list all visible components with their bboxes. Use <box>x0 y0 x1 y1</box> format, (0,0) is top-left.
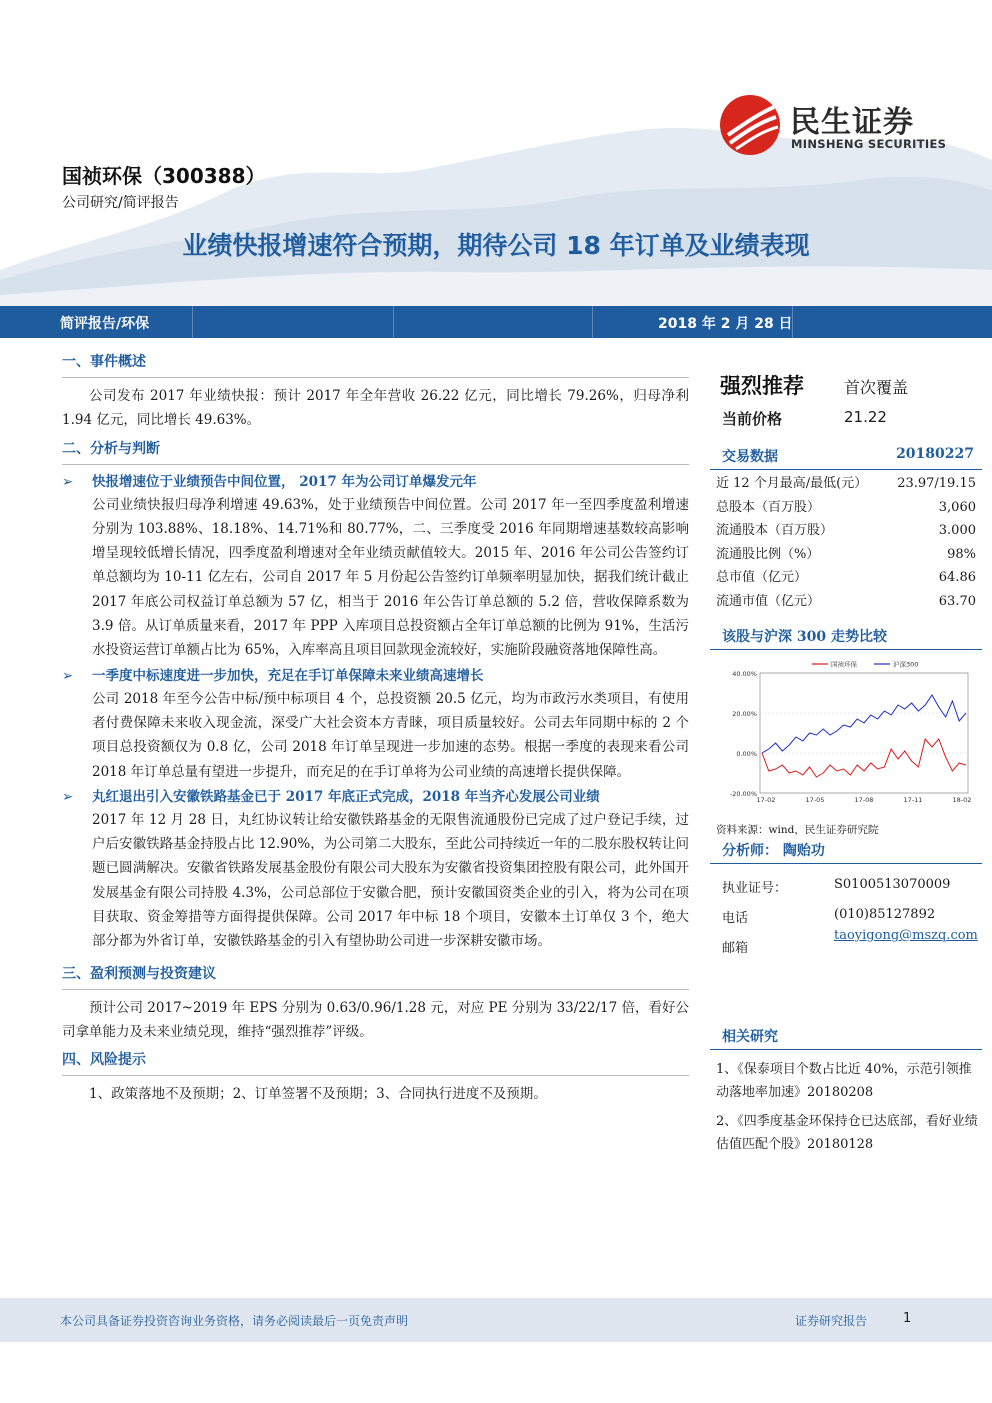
coverage: 首次覆盖 <box>844 378 909 397</box>
main-content <box>62 350 689 1111</box>
x-tick-label: 17-02 <box>756 796 776 804</box>
plot-frame <box>760 673 968 793</box>
bullet-title: 丸红退出引入安徽铁路基金已于 2017 年底正式完成，2018 年当齐心发展公司业绩 <box>92 788 600 805</box>
report-banner <box>0 306 992 338</box>
row-value: 3,060 <box>938 499 976 515</box>
bullet-heading <box>62 786 689 808</box>
bullet-heading <box>62 665 689 687</box>
section-title: 一、事件概述 <box>62 350 689 378</box>
series-line <box>762 739 966 777</box>
company-logo <box>718 93 958 157</box>
related-title: 相关研究 <box>722 1029 778 1045</box>
page-footer <box>0 1298 992 1342</box>
section-text: 1、政策落地不及预期；2、订单签署不及预期；3、合同执行进度不及预期。 <box>89 1086 547 1103</box>
footer-report-type: 证券研究报告 <box>795 1314 868 1328</box>
cert-value: S0100513070009 <box>834 877 951 892</box>
series-line <box>762 695 966 753</box>
price-label: 当前价格 <box>722 410 783 428</box>
related-item[interactable]: 1、《保泰项目个数占比近 40%，示范引领推动落地率加速》20180208 <box>716 1062 972 1100</box>
row-label: 近 12 个月最高/最低(元） <box>716 476 868 491</box>
table-row <box>716 566 980 590</box>
banner-report-type: 简评报告/环保 <box>60 316 150 332</box>
row-label: 流通市值（亿元） <box>716 593 821 609</box>
report-category: 公司研究/简评报告 <box>62 195 179 211</box>
chart-header <box>710 626 982 650</box>
legend-label: 国祯环保 <box>831 660 857 669</box>
stock-comparison-chart <box>716 655 978 810</box>
chart-svg <box>716 655 978 810</box>
banner-divider <box>592 306 593 338</box>
email-label: 邮箱 <box>722 941 749 956</box>
legend-label: 沪深300 <box>893 660 919 669</box>
page-number: 1 <box>903 1311 912 1326</box>
row-value: 64.86 <box>938 570 976 585</box>
trading-data-header <box>710 446 982 470</box>
section-title: 三、盈利预测与投资建议 <box>62 962 689 990</box>
section-title: 二、分析与判断 <box>62 437 689 465</box>
rating: 强烈推荐 <box>720 374 804 398</box>
email-link[interactable]: taoyigong@mszq.com <box>834 928 978 943</box>
x-tick-label: 17-05 <box>805 796 825 804</box>
trading-data-title: 交易数据 <box>722 449 778 465</box>
section-text: 公司发布 2017 年业绩快报：预计 2017 年全年营收 26.22 亿元，同比增长 79.26%，归母净利 1.94 亿元，同比增长 49.63%。 <box>62 388 689 429</box>
row-value: 23.97/19.15 <box>897 476 976 491</box>
analyst-title: 分析师： 陶贻功 <box>722 843 825 859</box>
logo-name-en: MINSHENG SECURITIES <box>791 137 947 151</box>
related-research-header <box>710 1026 982 1050</box>
chart-title: 该股与沪深 300 走势比较 <box>722 629 887 645</box>
analyst-header <box>710 840 982 864</box>
banner-divider <box>192 306 193 338</box>
arrow-bullet-icon: ➢ <box>62 473 74 490</box>
x-tick-label: 18-02 <box>952 796 972 804</box>
row-label: 流通股比例（%） <box>716 546 820 562</box>
y-tick-label: 40.00% <box>732 670 757 678</box>
row-value: 98% <box>947 546 976 562</box>
x-tick-label: 17-11 <box>903 796 923 804</box>
arrow-bullet-icon: ➢ <box>62 788 74 805</box>
logo-name-cn: 民生证券 <box>790 105 914 140</box>
cert-label: 执业证号： <box>722 881 788 896</box>
bullet-text: 公司 2018 年至今公告中标/预中标项目 4 个，总投资额 20.5 亿元，均为市政污水类项目，有使用者付费保障未来收入现金流，深受广大社会资本方青睐，项目质量较好。公司去年同期中标的 2 个项目总投资额仅为 0.8 亿，公司 2018 年订单呈现进一步加速的态势。根据一季度的表现来看公司 2018 年订单总量有望进一步提升，而充足的在手订单将为公司业绩的高速增长提供保障。 <box>92 690 689 780</box>
table-row <box>716 472 980 496</box>
y-tick-label: 20.00% <box>732 710 757 718</box>
related-item[interactable]: 2、《四季度基金环保持仓已达底部，看好业绩估值匹配个股》20180128 <box>716 1114 978 1152</box>
section-title: 四、风险提示 <box>62 1048 689 1076</box>
section-text: 预计公司 2017~2019 年 EPS 分别为 0.63/0.96/1.28 元，对应 PE 分别为 33/22/17 倍，看好公司拿单能力及未来业绩兑现，维持“强烈推荐”评级。 <box>62 999 689 1040</box>
company-title: 国祯环保（300388） <box>62 164 266 188</box>
arrow-bullet-icon: ➢ <box>62 667 74 684</box>
row-label: 总市值（亿元） <box>716 570 808 585</box>
minsheng-logo-icon <box>718 93 782 157</box>
banner-divider <box>393 306 394 338</box>
chart-source: 资料来源：wind，民生证券研究院 <box>716 824 879 836</box>
trading-data-date: 20180227 <box>896 446 974 462</box>
table-row <box>716 496 980 520</box>
table-row <box>716 590 980 614</box>
bullet-title: 快报增速位于业绩预告中间位置， 2017 年为公司订单爆发元年 <box>92 473 477 490</box>
phone-label: 电话 <box>722 911 749 926</box>
y-tick-label: -20.00% <box>729 790 757 798</box>
banner-date: 2018 年 2 月 28 日 <box>658 316 793 332</box>
phone-value: (010)85127892 <box>834 907 936 922</box>
row-label: 总股本（百万股） <box>716 499 821 515</box>
bullet-text: 公司业绩快报归母净利增速 49.63%，处于业绩预告中间位置。公司 2017 年一至四季度盈利增速分别为 103.88%、18.18%、14.71%和 80.77%，二、三季度受 2016 年同期增速基数较高影响增呈现较低增长情况，四季度盈利增速对全年业绩贡献值较大。2015 年、2016 年公司公告签约订单总额均为 10-11 亿左右，公司自 2017 年 5 月份起公告签约订单频率明显加快，据我们统计截止 2017 年底公司权益订单总额为 57 亿，相当于 2016 年公告订单总额的 5.2 倍，营收保障系数为 3.9 倍。从订单质量来看，2017 年 PPP 入库项目总投资额占全年订单总额的比例为 91%，生活污水投资运营订单额占比为 65%，入库率高且项目回款现金流较好，实施阶段融资落地保障性高。 <box>92 496 689 659</box>
row-value: 3.000 <box>938 523 976 538</box>
price-value: 21.22 <box>844 408 887 426</box>
row-label: 流通股本（百万股） <box>716 523 834 538</box>
bullet-heading <box>62 471 689 493</box>
footer-disclaimer: 本公司具备证券投资咨询业务资格，请务必阅读最后一页免责声明 <box>60 1314 409 1328</box>
report-headline: 业绩快报增速符合预期，期待公司 18 年订单及业绩表现 <box>182 231 810 260</box>
trading-data-table <box>716 472 980 613</box>
bullet-title: 一季度中标速度进一步加快，充足在手订单保障未来业绩高速增长 <box>92 667 484 684</box>
table-row <box>716 543 980 567</box>
row-value: 63.70 <box>938 593 976 609</box>
y-tick-label: 0.00% <box>736 750 757 758</box>
x-tick-label: 17-08 <box>854 796 874 804</box>
bullet-text: 2017 年 12 月 28 日，丸红协议转让给安徽铁路基金的无限售流通股份已完成了过户登记手续，过户后安徽铁路基金持股占比 12.90%，为公司第二大股东，至此公司持续近一年的二股东股权转让问题已圆满解决。安徽省铁路发展基金股份有限公司大股东为安徽省投资集团控股有限公司，此外国开发展基金有限公司持股 4.3%，公司总部位于安徽合肥，预计安徽国资类企业的引入，将为公司在项目获取、资金筹措等方面得提供保障。公司 2017 年中标 18 个项目，安徽本土订单仅 3 个，绝大部分都为外省订单，安徽铁路基金的引入有望协助公司进一步深耕安徽市场。 <box>92 811 689 950</box>
table-row <box>716 519 980 543</box>
